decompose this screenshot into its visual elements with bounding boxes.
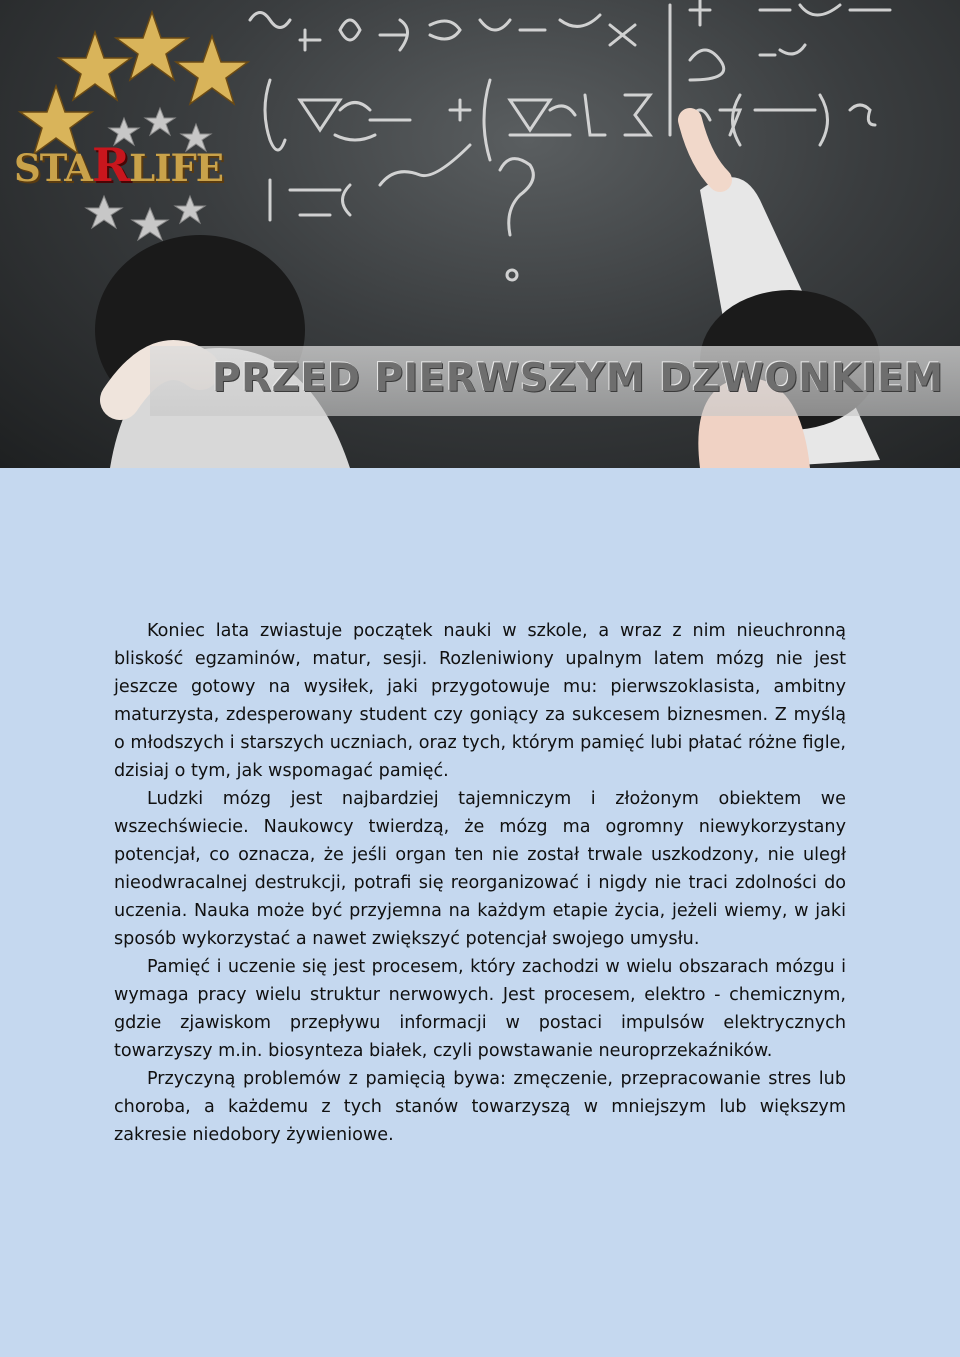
article-paragraph: Pamięć i uczenie się jest procesem, który zachodzi w wielu obszarach mózgu i wymaga pracy wielu struktur nerwowych. Jest procesem, elektro - chemicznym, gdzie zjawiskom przepływu informacji w postaci impulsów elektrycznych towarzyszy m.in. biosynteza białek, czyli powstawanie neuroprzekaźników. [114,957,846,1061]
banner-title: PRZED PIERWSZYM DZWONKIEM [212,356,944,401]
article-paragraph: Koniec lata zwiastuje początek nauki w szkole, a wraz z nim nieuchronną bliskość egzaminów, matur, sesji. Rozleniwiony upalnym latem mózg nie jest jeszcze gotowy na wysiłek, jaki przygotowuje mu: pierwszoklasista, ambitny maturzysta, zdesperowany student czy goniący za sukcesem biznesmen. Z myślą o młodszych i starszych uczniach, oraz tych, którym pamięć lubi płatać różne figle, dzisiaj o tym, jak wspomagać pamięć. [114,621,846,781]
header-banner [0,0,960,468]
article-body [114,617,846,1149]
starlife-logo: STARLIFE [14,138,223,192]
article-paragraph: Przyczyną problemów z pamięcią bywa: zmęczenie, przepracowanie stres lub choroba, a każdemu z tych stanów towarzyszą w mniejszym lub większym zakresie niedobory żywieniowe. [114,1069,846,1145]
article-paragraph: Ludzki mózg jest najbardziej tajemniczym i złożonym obiektem we wszechświecie. Naukowcy twierdzą, że mózg ma ogromny niewykorzystany potencjał, co oznacza, że jeśli organ ten nie został trwale uszkodzony, nie uległ nieodwracalnej destrukcji, potrafi się reorganizować i nigdy nie traci zdolności do uczenia. Nauka może być przyjemna na każdym etapie życia, jeżeli wiemy, w jaki sposób wykorzystać a nawet zwiększyć potencjał swojego umysłu. [114,789,846,949]
